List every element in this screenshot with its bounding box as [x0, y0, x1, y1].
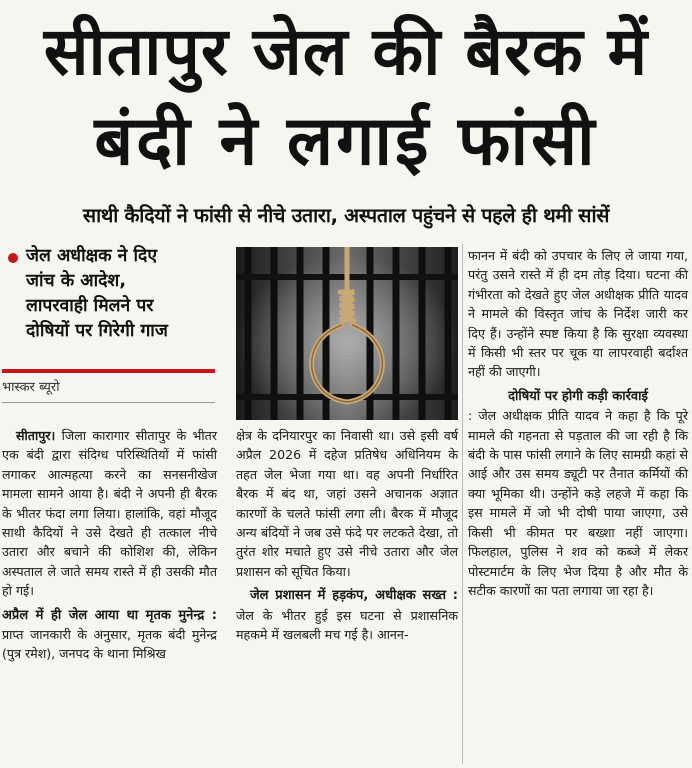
subheading-administration: जेल प्रशासन में हड़कंप, अधीक्षक सख्त : [250, 588, 458, 604]
headline [0, 0, 692, 200]
bullet-icon [8, 253, 18, 263]
headline-line-2: बंदी ने लगाई फांसी [94, 102, 598, 181]
column-3-paragraph: फानन में बंदी को उपचार के लिए ले जाया गया, परंतु उसने रास्ते में ही दम तोड़ दिया। घटना की गंभीरता को देखते हुए जेल अधीक्षक प्रीति यादव ने मामले की विस्तृत जांच के निर्देश जारी कर दिए हैं। उन्होंने स्पष्ट किया है कि सुरक्षा व्यवस्था में किसी भी स्तर पर चूक या लापरवाही बर्दाश्त नहीं की जाएगी। [468, 248, 688, 380]
highlight-line-3: लापरवाही मिलने पर [26, 296, 154, 316]
column-divider [462, 244, 463, 764]
subheading-april: अप्रैल में ही जेल आया था मृतक मुनेन्द्र : [2, 607, 217, 623]
noose-image [236, 247, 458, 420]
lead-paragraph: जिला कारागार सीतापुर के भीतर एक बंदी द्वारा संदिग्ध परिस्थितियों में फांसी लगाकर आत्महत्या करने का सनसनीखेज मामला सामने आया है। बंदी ने अपनी ही बैरक के भीतर फंदा लगा लिया। हालांकि, वहां मौजूद साथी कैदियों ने उसे देखते ही तत्काल नीचे उतारा और बचाने की कोशिश की, लेकिन अस्पताल ले जाते समय रास्ते में ही उसकी मौत हो गई। [2, 428, 217, 599]
headline-line-1: सीतापुर जेल की बैरक में [43, 13, 649, 90]
subheading-action: दोषियों पर होगी कड़ी कार्रवाई [508, 388, 648, 404]
highlight-line-4: दोषियों पर गिरेगी गाज [26, 321, 168, 341]
highlight-box [2, 244, 216, 370]
subheading-administration-text: जेल के भीतर हुई इस घटना से प्रशासनिक महकमे में खलबली मच गई है। आनन- [236, 607, 458, 643]
highlight-line-2: जांच के आदेश, [26, 271, 126, 291]
subheading-april-text: प्राप्त जानकारी के अनुसार, मृतक बंदी मुनेन्द्र (पुत्र रमेश), जनपद के थाना मिश्रिख [2, 627, 217, 662]
dateline: सीतापुर। [16, 428, 56, 443]
article-column-1 [2, 426, 217, 664]
subheading-action-text: : जेल अधीक्षक प्रीति यादव ने कहा है कि पूरे मामले की गहनता से पड़ताल की जा रही है कि बंदी के पास फांसी लगाने के लिए सामग्री कहां से आई और उस समय ड्यूटी पर तैनात कर्मियों की क्या भूमिका थी। उन्होंने कड़े लहजे में कहा कि इस मामले में जो भी दोषी पाया जाएगा, उसे किसी भी कीमत पर बख्शा नहीं जाएगा। फिलहाल, पुलिस ने शव को कब्जे में लेकर पोस्टमार्टम के लिए भेज दिया है और मौत के सटीक कारणों का पता लगाया जा रहा है। [468, 408, 688, 598]
subheadline: साथी कैदियों ने फांसी से नीचे उतारा, अस्पताल पहुंचने से पहले ही थमी सांसें [82, 204, 610, 227]
article-column-2 [236, 426, 458, 644]
red-divider [2, 369, 215, 373]
column-2-paragraph: क्षेत्र के दनियारपुर का निवासी था। उसे इसी वर्ष अप्रैल 2026 में दहेज प्रतिषेध अधिनियम के तहत जेल भेजा गया था। वह अपनी निर्धारित बैरक में बंद था, जहां उसने अचानक अज्ञात कारणों के चलते फांसी लगा ली। बैरक में मौजूद अन्य बंदियों ने जब उसे फंदे पर लटकते देखा, तो तुरंत शोर मचाते हुए उसे नीचे उतारा और जेल प्रशासन को सूचित किया। [236, 428, 458, 579]
byline: भास्कर ब्यूरो [2, 378, 215, 403]
highlight-line-1: जेल अधीक्षक ने दिए [26, 246, 157, 266]
article-column-3 [468, 246, 688, 600]
noose-photo [236, 247, 458, 420]
